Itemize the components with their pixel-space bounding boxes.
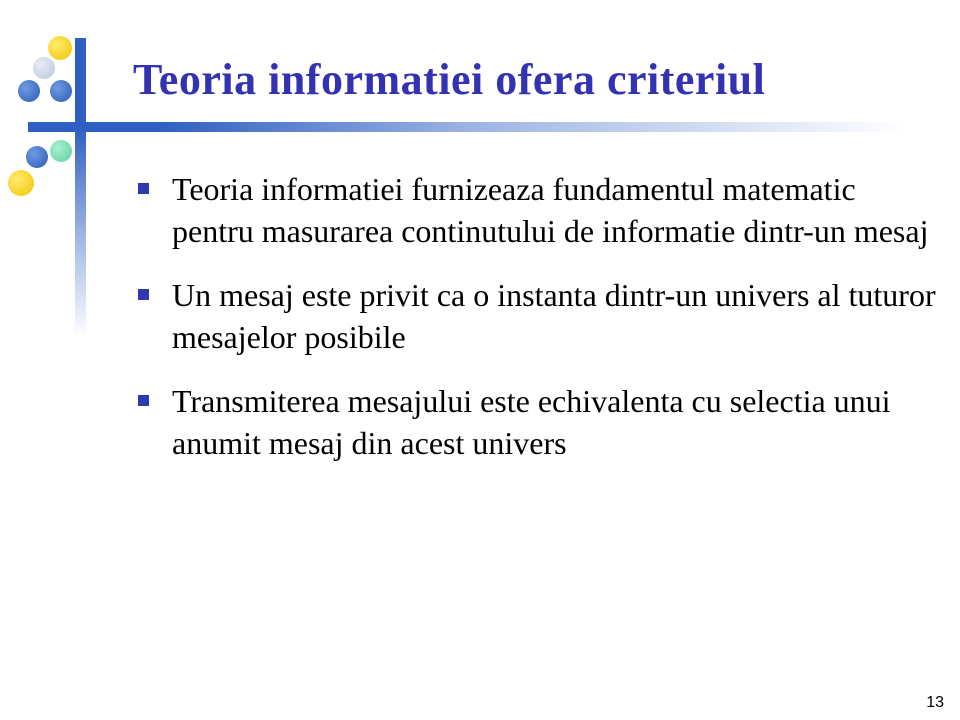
square-bullet-icon xyxy=(138,289,149,300)
bullet-item xyxy=(136,380,936,464)
slide-title: Teoria informatiei ofera criteriul xyxy=(133,55,766,104)
decorative-dot-green xyxy=(50,140,72,162)
horizontal-accent-line xyxy=(28,122,908,132)
decorative-dot-blue xyxy=(26,146,48,168)
bullet-item xyxy=(136,274,936,358)
decorative-dot-blue xyxy=(18,80,40,102)
bullet-list xyxy=(136,168,936,486)
decorative-dot-gray xyxy=(33,57,55,79)
bullet-text: Un mesaj este privit ca o instanta dintr-un univers al tuturor mesajelor posibile xyxy=(172,277,936,355)
vertical-accent-line xyxy=(75,38,86,338)
decorative-dot-yellow xyxy=(8,170,34,196)
square-bullet-icon xyxy=(138,395,149,406)
page-number: 13 xyxy=(926,694,944,711)
bullet-item xyxy=(136,168,936,252)
bullet-text: Transmiterea mesajului este echivalenta cu selectia unui anumit mesaj din acest univers xyxy=(172,383,891,461)
decorative-dot-blue xyxy=(50,80,72,102)
decorative-dot-yellow xyxy=(48,36,72,60)
bullet-text: Teoria informatiei furnizeaza fundamentul matematic pentru masurarea continutului de informatie dintr-un mesaj xyxy=(172,171,929,249)
square-bullet-icon xyxy=(138,183,149,194)
